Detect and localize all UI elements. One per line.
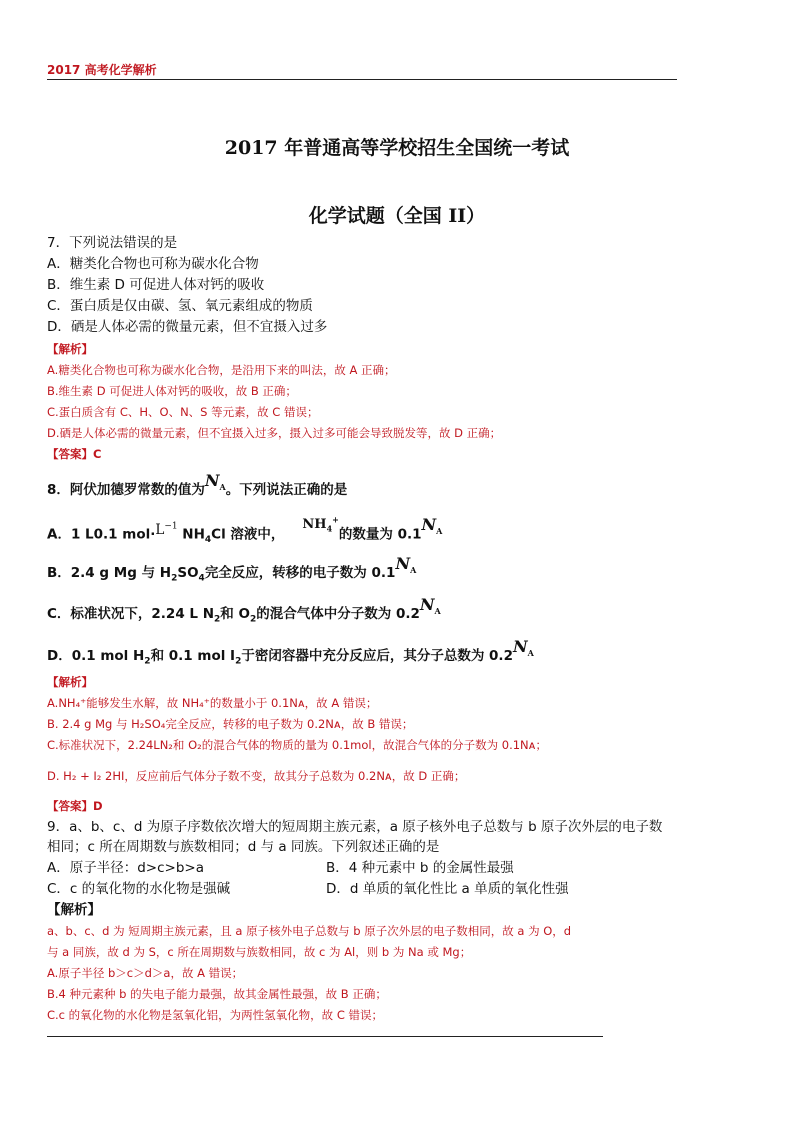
q9-option-d: D．d 单质的氧化性比 a 单质的氧化性强 <box>326 881 569 897</box>
q9-option-a: A．原子半径：d>c>b>a <box>47 860 205 876</box>
q8-analysis-label: 【解析】 <box>47 675 93 689</box>
q7-stem: 7．下列说法错误的是 <box>47 235 178 251</box>
q7-answer: 【答案】C <box>47 447 102 461</box>
q8-stem-text: 8．阿伏加德罗常数的值为 <box>47 482 205 498</box>
q8-stem <box>47 471 348 504</box>
q9-stem-line2: 相同；c 所在周期数与族数相同；d 与 a 同族。下列叙述正确的是 <box>47 839 440 855</box>
q9-stem-line1: 9．a、b、c、d 为原子序数依次增大的短周期主族元素，a 原子核外电子总数与 b 原子次外层的电子数 <box>47 819 663 835</box>
q7-analysis-d: D.硒是人体必需的微量元素，但不宜摄入过多，摄入过多可能会导致脱发等，故 D 正确； <box>47 426 502 440</box>
q8-stem-tail: 。下列说法正确的是 <box>225 482 348 498</box>
q7-option-d: D．硒是人体必需的微量元素，但不宜摄入过多 <box>47 319 328 335</box>
page-title: 2017 年普通高等学校招生全国统一考试 <box>224 137 570 159</box>
q8-analysis-a: A.NH₄⁺能够发生水解，故 NH₄⁺的数量小于 0.1Nᴀ，故 A 错误； <box>47 696 378 710</box>
q9-analysis-label: 【解析】 <box>47 902 101 918</box>
q8-analysis-b: B. 2.4 g Mg 与 H₂SO₄完全反应，转移的电子数为 0.2Nᴀ，故 B 错误； <box>47 717 414 731</box>
q8-analysis-c: C.标准状况下，2.24LN₂和 O₂的混合气体的物质的量为 0.1mol，故混合气体的分子数为 0.1Nᴀ； <box>47 738 547 752</box>
q9-option-b: B．4 种元素中 b 的金属性最强 <box>326 860 514 876</box>
page-subtitle: 化学试题（全国 II） <box>308 205 486 227</box>
q9-analysis-b: B.4 种元素种 b 的失电子能力最强，故其金属性最强，故 B 正确； <box>47 987 387 1001</box>
q8-option-c: C．标准状况下，2.24 L $N_2$和 $O_2$的混合气体中分子数为 $0.2N_A$ <box>47 595 441 625</box>
nh4-ion-formula: $NH_4^+$ <box>302 515 339 534</box>
na-symbol: $N_A$ <box>419 595 441 617</box>
q9-analysis-c: C.c 的氧化物的水化物是氢氧化铝，为两性氢氧化物，故 C 错误； <box>47 1008 384 1022</box>
q8-answer: 【答案】D <box>47 799 103 813</box>
q8-analysis-d: D. H₂ + I₂ 2HI，反应前后气体分子数不变，故其分子总数为 0.2Nᴀ，故 D 正确； <box>47 769 466 783</box>
q8-option-b: B．2.4 g Mg 与 $H_2SO_4$完全反应，转移的电子数为 $0.1N_A$ <box>47 554 417 584</box>
header-label: 2017 高考化学解析 <box>47 63 157 77</box>
na-symbol: $N_A$ <box>421 515 443 537</box>
footer-divider <box>47 1036 603 1037</box>
na-symbol: $N_A$ <box>512 637 534 659</box>
q8-option-d: D．0.1 mol $H_2$和 0.1 mol $I_2$于密闭容器中充分反应后，其分子总数为 $0.2N_A$ <box>47 637 534 667</box>
q8-a-unit: $L^{-1}$ <box>155 521 178 539</box>
na-symbol: $N_A$ <box>395 554 417 576</box>
header-divider <box>47 79 677 80</box>
q7-analysis-a: A.糖类化合物也可称为碳水化合物，是沿用下来的叫法，故 A 正确； <box>47 363 396 377</box>
q7-analysis-b: B.维生素 D 可促进人体对钙的吸收，故 B 正确； <box>47 384 297 398</box>
q8-option-a: A．1 L0.1 $mol\cdot L^{-1}$ $NH_4Cl$ 溶液中，$NH_4^+$的数量为 $0.1N_A$ <box>47 515 443 546</box>
q9-analysis-a: A.原子半径 b＞c＞d＞a，故 A 错误； <box>47 966 244 980</box>
q9-analysis-line1: a、b、c、d 为 短周期主族元素，且 a 原子核外电子总数与 b 原子次外层的电子数相同，故 a 为 O，d <box>47 924 572 938</box>
na-symbol: $N_A$ <box>204 471 226 493</box>
q9-analysis-line2: 与 a 同族，故 d 为 S，c 所在周期数与族数相同，故 c 为 Al，则 b 为 Na 或 Mg； <box>47 945 472 959</box>
q7-option-a: A．糖类化合物也可称为碳水化合物 <box>47 256 259 272</box>
q7-analysis-label: 【解析】 <box>47 342 93 356</box>
q7-option-c: C．蛋白质是仅由碳、氢、氧元素组成的物质 <box>47 298 313 314</box>
q7-analysis-c: C.蛋白质含有 C、H、O、N、S 等元素，故 C 错误； <box>47 405 319 419</box>
q7-option-b: B．维生素 D 可促进人体对钙的吸收 <box>47 277 265 293</box>
q9-option-c: C．c 的氧化物的水化物是强碱 <box>47 881 231 897</box>
